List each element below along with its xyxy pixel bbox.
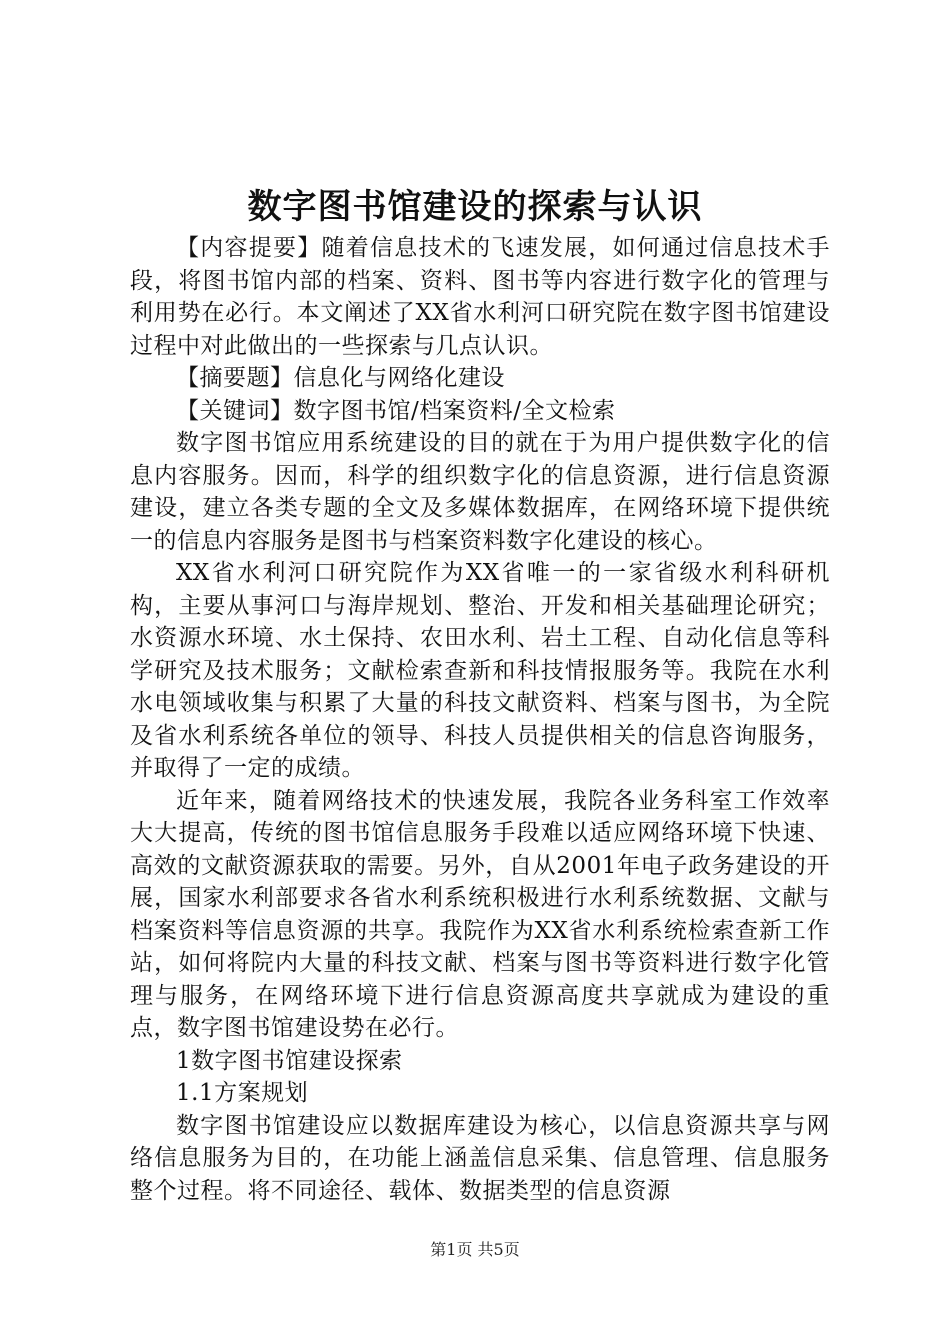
summary-topic-line: 【摘要题】信息化与网络化建设 [176, 365, 505, 391]
page-number-footer: 第1页 共5页 [430, 1240, 520, 1259]
body-paragraph: XX省水利河口研究院作为XX省唯一的一家省级水利科研机构，主要从事河口与海岸规划、整治、开发和相关基础理论研究；水资源水环境、水土保持、农田水利、岩土工程、自动化信息等科学研究及技术服务；文献检索查新和科技情报服务等。我院在水利水电领域收集与积累了大量的科技文献资料、档案与图书，为全院及省水利系统各单位的领导、科技人员提供相关的信息咨询服务，并取得了一定的成绩。 [130, 560, 830, 781]
body-paragraph: 近年来，随着网络技术的快速发展，我院各业务科室工作效率大大提高，传统的图书馆信息服务手段难以适应网络环境下快速、高效的文献资源获取的需要。另外，自从2001年电子政务建设的开展，国家水利部要求各省水利系统积极进行水利系统数据、文献与档案资料等信息资源的共享。我院作为XX省水利系统检索查新工作站，如何将院内大量的科技文献、档案与图书等资料进行数字化管理与服务，在网络环境下进行信息资源高度共享就成为建设的重点，数字图书馆建设势在必行。 [130, 787, 830, 1041]
document-title: 数字图书馆建设的探索与认识 [247, 187, 703, 227]
body-paragraph: 数字图书馆应用系统建设的目的就在于为用户提供数字化的信息内容服务。因而，科学的组织数字化的信息资源，进行信息资源建设，建立各类专题的全文及多媒体数据库，在网络环境下提供统一的信息内容服务是图书与档案资料数字化建设的核心。 [130, 430, 830, 554]
keywords-line: 【关键词】数字图书馆/档案资料/全文检索 [176, 397, 616, 424]
section-heading: 1数字图书馆建设探索 [176, 1047, 403, 1074]
body-paragraph: 数字图书馆建设应以数据库建设为核心，以信息资源共享与网络信息服务为目的，在功能上涵盖信息采集、信息管理、信息服务整个过程。将不同途径、载体、数据类型的信息资源 [130, 1112, 830, 1204]
document-body [130, 232, 830, 1207]
abstract-paragraph: 【内容提要】随着信息技术的飞速发展，如何通过信息技术手段，将图书馆内部的档案、资料、图书等内容进行数字化的管理与利用势在必行。本文阐述了XX省水利河口研究院在数字图书馆建设过程中对此做出的一些探索与几点认识。 [130, 235, 830, 359]
subsection-heading: 1.1方案规划 [176, 1080, 309, 1106]
